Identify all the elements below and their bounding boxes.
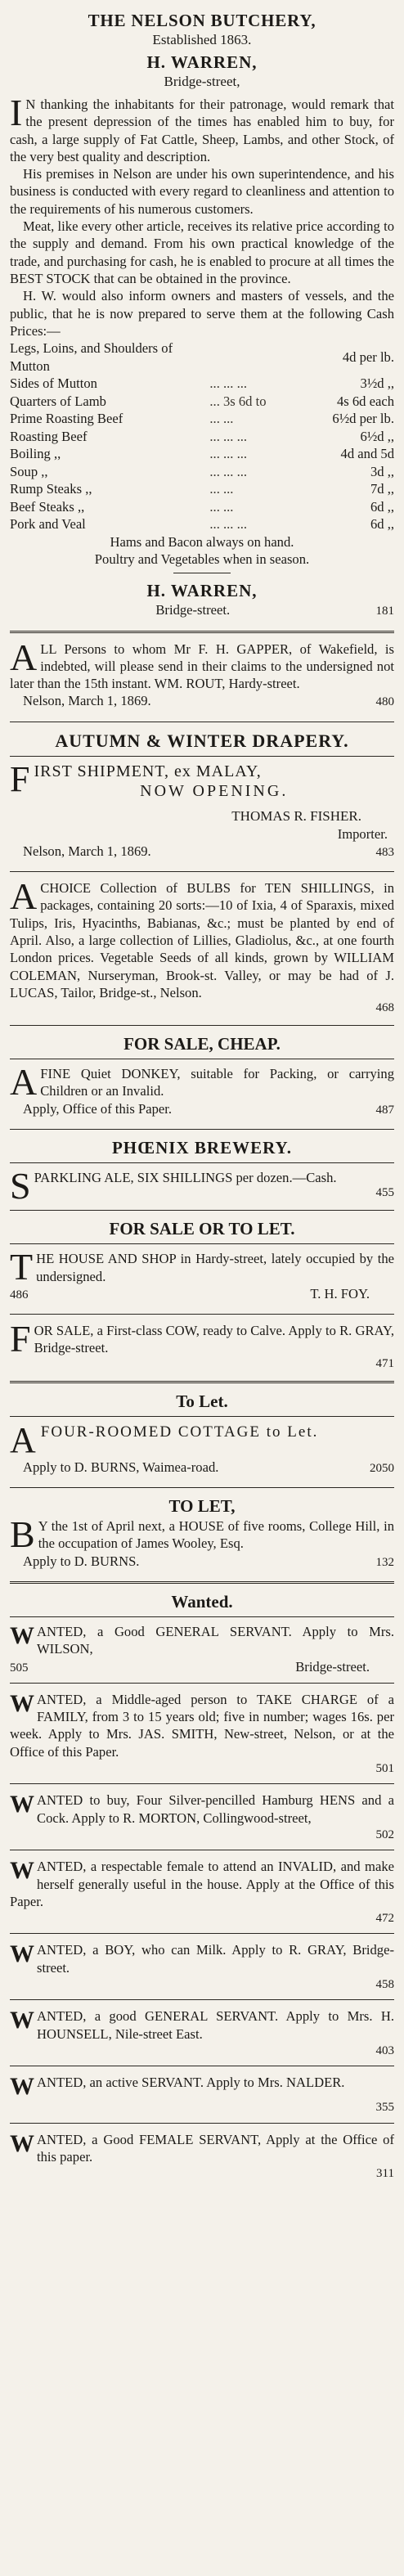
ref-number: 480 [375,695,394,709]
wanted-item [10,1792,394,1850]
butchery-title: THE NELSON BUTCHERY, [88,11,316,30]
wanted-section [10,1591,394,2187]
bulbs-ad [10,875,394,1019]
to-let-apply: Apply to D. BURNS, Waimea-road. [23,1459,219,1475]
price-dots: ... ... ... [209,516,248,533]
wanted-text [10,1691,394,1760]
to-let-headline [10,1419,394,1460]
butchery-ad [10,10,394,625]
sale-cheap-text [10,1061,394,1104]
brewery-title: PHŒNIX BREWERY. [111,1138,293,1158]
drapery-name: THOMAS R. FISHER. [231,807,361,824]
price-row [10,480,394,498]
divider [10,756,394,757]
to-let2-ad [10,1495,394,1576]
sale-cheap-apply: Apply, Office of this Paper. [23,1100,173,1117]
sale-let-name: T. H. FOY. [310,1285,370,1301]
to-let2-body: Y the 1st of April next, a HOUSE of five rooms, College Hill, in the occupation of James Wooley, Esq. [38,1518,394,1552]
dropcap-letter: F [10,758,31,799]
price-item: Soup ,, [10,463,48,479]
wanted-tail: 502 [375,1827,394,1841]
butchery-sign-addr: Bridge-street. [155,602,231,618]
dropcap-letter: S [10,1165,31,1207]
dropcap-letter: W [10,1940,34,1968]
cow-body: OR SALE, a First-class COW, ready to Calve. Apply to R. GRAY, Bridge-street. [34,1323,394,1356]
price-price: 3d ,, [370,463,394,479]
wanted-list [10,1623,394,2183]
wanted-text [10,1792,394,1827]
price-item: Prime Roasting Beef [10,411,123,427]
brewery-ad [10,1137,394,1207]
wanted-tail: 355 [375,2101,394,2115]
sale-let-ad [10,1218,394,1308]
wanted-item [10,2074,394,2123]
dropcap-letter: B [10,1513,35,1556]
price-dots: ... ... ... [209,446,248,462]
dropcap-letter: I [10,92,23,133]
wanted-footer [10,1658,394,1677]
divider [10,1314,394,1315]
divider [10,631,394,633]
butchery-proprietor: H. WARREN, [146,52,258,72]
drapery-line1: IRST SHIPMENT, ex MALAY, [34,762,262,780]
dropcap-letter: W [10,1791,34,1818]
dropcap-letter: F [10,1318,31,1360]
dropcap-letter: W [10,2129,34,2157]
wanted-tail: 472 [375,1912,394,1926]
price-item: Beef Steaks ,, [10,498,85,515]
price-dots: ... ... [209,481,234,497]
price-dots: ... ... [209,498,234,515]
sale-cheap-footer [10,1100,394,1119]
dropcap-letter: A [10,636,38,678]
butchery-para3: Meat, like every other article, receives its relative price according to the supply and demand. From his own practical knowledge of the trade, and purchasing for cash, he is enabled to procure at all times the BEST STOCK that can be obtained in the province. [10,218,394,286]
divider [10,1243,394,1244]
divider [10,1581,394,1584]
price-row [10,498,394,516]
wanted-text [10,1941,394,1976]
butchery-sign-row [10,601,394,620]
sale-cheap-body: FINE Quiet DONKEY, suitable for Packing, or carrying Children or an Invalid. [40,1066,394,1099]
dropcap-letter: W [10,2007,34,2034]
drapery-role: Importer. [337,825,388,842]
wanted-title: Wanted. [171,1591,233,1612]
divider [10,1162,394,1163]
butchery-para4: H. W. would also inform owners and masters of vessels, and the public, that he is now prepared to serve them at the following Cash Prices:— [10,288,394,339]
dropcap-letter: A [10,1061,38,1104]
butchery-para1-text: N thanking the inhabitants for their patronage, would remark that the present depression of the times has enabled him to buy, for cash, a large supply of Fat Cattle, Sheep, Lambs, and other Stock, of the very best quality and description. [10,97,394,164]
divider [10,1683,394,1684]
price-price: 4s 6d each [336,393,394,409]
wanted-body: ANTED, a respectable female to attend an INVALID, and make herself generally useful in the house. Apply at the Office of this Paper. [10,1859,394,1909]
to-let2-footer [10,1553,394,1571]
divider [10,2123,394,2124]
ref-number: 468 [375,1001,394,1015]
divider [10,871,394,872]
ref-number: 483 [375,845,394,859]
wanted-item [10,1623,394,1684]
wanted-item [10,1858,394,1934]
drapery-title: AUTUMN & WINTER DRAPERY. [55,730,349,751]
wanted-item [10,1691,394,1784]
wanted-body: ANTED, a Good FEMALE SERVANT, Apply at the Office of this paper. [37,2131,394,2165]
butchery-address: Bridge-street, [164,74,240,89]
drapery-headline [10,758,394,801]
to-let2-apply: Apply to D. BURNS. [23,1553,140,1569]
dropcap-letter: W [10,1689,34,1717]
price-price: 6½d per lb. [332,411,394,427]
to-let-ad [10,1391,394,1481]
divider [10,1616,394,1617]
butchery-established: Established 1863. [152,32,252,47]
to-let-footer [10,1459,394,1477]
ref-number: 132 [375,1555,394,1569]
wanted-body: ANTED, a good GENERAL SERVANT. Apply to Mrs. H. HOUNSELL, Nile-street East. [37,2008,394,2042]
price-dots [209,339,298,375]
wanted-footer [10,2099,394,2116]
butchery-sign-name: H. WARREN, [146,581,258,601]
butchery-closing2: Poultry and Vegetables when in season. [94,551,310,567]
divider [10,1025,394,1026]
cow-ad [10,1318,394,1375]
price-row [10,375,394,393]
drapery-line2: NOW OPENING. [140,781,289,800]
wanted-text [10,1858,394,1910]
price-item: Boiling ,, [10,446,61,462]
to-let2-text [10,1513,394,1556]
wanted-footer [10,2043,394,2060]
divider [10,1210,394,1211]
wanted-footer [10,1976,394,1994]
dropcap-letter: A [10,875,38,918]
divider [10,1783,394,1784]
divider [10,1416,394,1417]
ref-number: 486 [10,1288,29,1301]
wanted-text [10,2131,394,2166]
wanted-body: ANTED, an active SERVANT. Apply to Mrs. NALDER. [37,2075,345,2091]
butchery-closing1: Hams and Bacon always on hand. [110,533,294,550]
wanted-tail: 403 [375,2043,394,2057]
price-dots: ... 3s 6d to [209,393,267,409]
price-row [10,428,394,446]
wanted-body: ANTED, a BOY, who can Milk. Apply to R. GRAY, Bridge-street. [37,1942,394,1976]
ref-number: 471 [375,1356,394,1370]
sale-let-footer [10,1285,394,1304]
drapery-dateline: Nelson, March 1, 1869. [23,843,151,859]
wanted-item [10,2131,394,2183]
price-row [10,339,394,375]
price-price: 4d and 5d [340,446,394,462]
divider [10,1487,394,1488]
dropcap-letter: W [10,1621,34,1649]
price-price: 4d per lb. [342,348,394,365]
sale-cheap-title: FOR SALE, CHEAP. [123,1034,281,1054]
price-dots: ... ... ... [209,428,248,444]
to-let2-title: TO LET, [168,1496,236,1517]
price-list [10,339,394,533]
wanted-item [10,2007,394,2066]
brewery-body: PARKLING ALE, SIX SHILLINGS per dozen.—Cash. [34,1170,337,1185]
butchery-para1 [10,92,394,165]
wanted-tail: Bridge-street. [295,1658,370,1675]
divider [10,1933,394,1934]
ref-number: 181 [375,605,394,618]
price-price: 6d ,, [370,498,394,515]
price-row [10,515,394,533]
gapper-body: LL Persons to whom Mr F. H. GAPPER, of Wakefield, is indebted, will please send in their claims to the undersigned not later than the 15th instant. WM. ROUT, Hardy-street. [10,641,394,692]
wanted-tail: 311 [376,2167,394,2181]
sale-cheap-ad [10,1033,394,1123]
price-item: Quarters of Lamb [10,393,106,409]
butchery-para2: His premises in Nelson are under his own superintendence, and his business is conducted with every regard to cleanliness and attention to the requirements of his numerous customers. [10,166,394,217]
price-item: Rump Steaks ,, [10,481,92,497]
gapper-notice [10,636,394,716]
price-item: Pork and Veal [10,516,86,533]
price-row [10,463,394,481]
wanted-body: ANTED to buy, Four Silver-pencilled Hamburg HENS and a Cock. Apply to R. MORTON, Collingwood-street, [37,1792,394,1826]
wanted-body: ANTED, a Good GENERAL SERVANT. Apply to Mrs. WILSON, [37,1623,394,1657]
price-row [10,393,394,411]
drapery-footer [10,843,394,861]
price-item: Roasting Beef [10,428,88,444]
drapery-ad [10,730,394,865]
price-price: 6d ,, [370,516,394,533]
price-price: 7d ,, [370,481,394,497]
price-dots: ... ... ... [209,463,248,479]
gapper-dateline: Nelson, March 1, 1869. [23,693,151,709]
divider [10,1999,394,2000]
price-price: 6½d ,, [360,428,394,444]
gapper-footer [10,692,394,711]
price-row [10,410,394,428]
ref-number: 505 [10,1661,29,1675]
dropcap-letter: W [10,2073,34,2101]
wanted-body: ANTED, a Middle-aged person to TAKE CHARGE of a FAMILY, from 3 to 15 years old; five in number; wages 16s. per week. Apply to Mrs. JAS. SMITH, New-street, Nelson, or at the Office of this Paper. [10,1691,394,1760]
wanted-footer [10,1910,394,1927]
ref-number: 455 [375,1186,394,1200]
wanted-text [10,1623,394,1658]
gapper-text [10,636,394,693]
price-item: Legs, Loins, and Shoulders of Mutton [10,340,173,374]
wanted-footer [10,1760,394,1778]
sale-let-text [10,1246,394,1288]
dropcap-letter: A [10,1419,38,1460]
wanted-item [10,1941,394,2000]
price-dots: ... ... ... [209,375,248,392]
cow-text [10,1318,394,1360]
divider [10,1129,394,1130]
price-row [10,445,394,463]
wanted-footer [10,1827,394,1844]
price-item: Sides of Mutton [10,375,97,392]
price-price: 3½d ,, [360,375,394,392]
sale-let-title: FOR SALE OR TO LET. [109,1219,295,1239]
to-let-body: FOUR-ROOMED COTTAGE to Let. [40,1423,319,1441]
bulbs-body: CHOICE Collection of BULBS for TEN SHILLINGS, in packages, containing 20 sorts:—10 of Ixia, 4 of Sparaxis, mixed Tulips, Iris, Hyacinths, Babianas, &c.; must be planted by end of April. Also, a large collection of Lillies, Gladiolus, &c., at one fourth London prices. Vegetable Seeds of all kinds, grown by WILLIAM COLEMAN, Nurseryman, Brook-st. Valley, or may be had of J. LUCAS, Tailor, Bridge-st., Nelson. [10,880,394,1000]
wanted-text [10,2073,394,2101]
dropcap-letter: W [10,1857,34,1885]
ref-number: 487 [375,1103,394,1117]
wanted-text [10,2007,394,2043]
bulbs-text [10,875,394,1001]
divider [10,1381,394,1383]
ref-number: 2050 [370,1461,394,1475]
wanted-footer [10,2165,394,2183]
price-dots: ... ... [209,411,234,427]
wanted-tail: 501 [375,1762,394,1776]
dropcap-letter: T [10,1246,34,1288]
to-let-title: To Let. [176,1391,228,1411]
sale-let-body: HE HOUSE AND SHOP in Hardy-street, lately occupied by the undersigned. [36,1251,394,1284]
wanted-tail: 458 [375,1978,394,1992]
